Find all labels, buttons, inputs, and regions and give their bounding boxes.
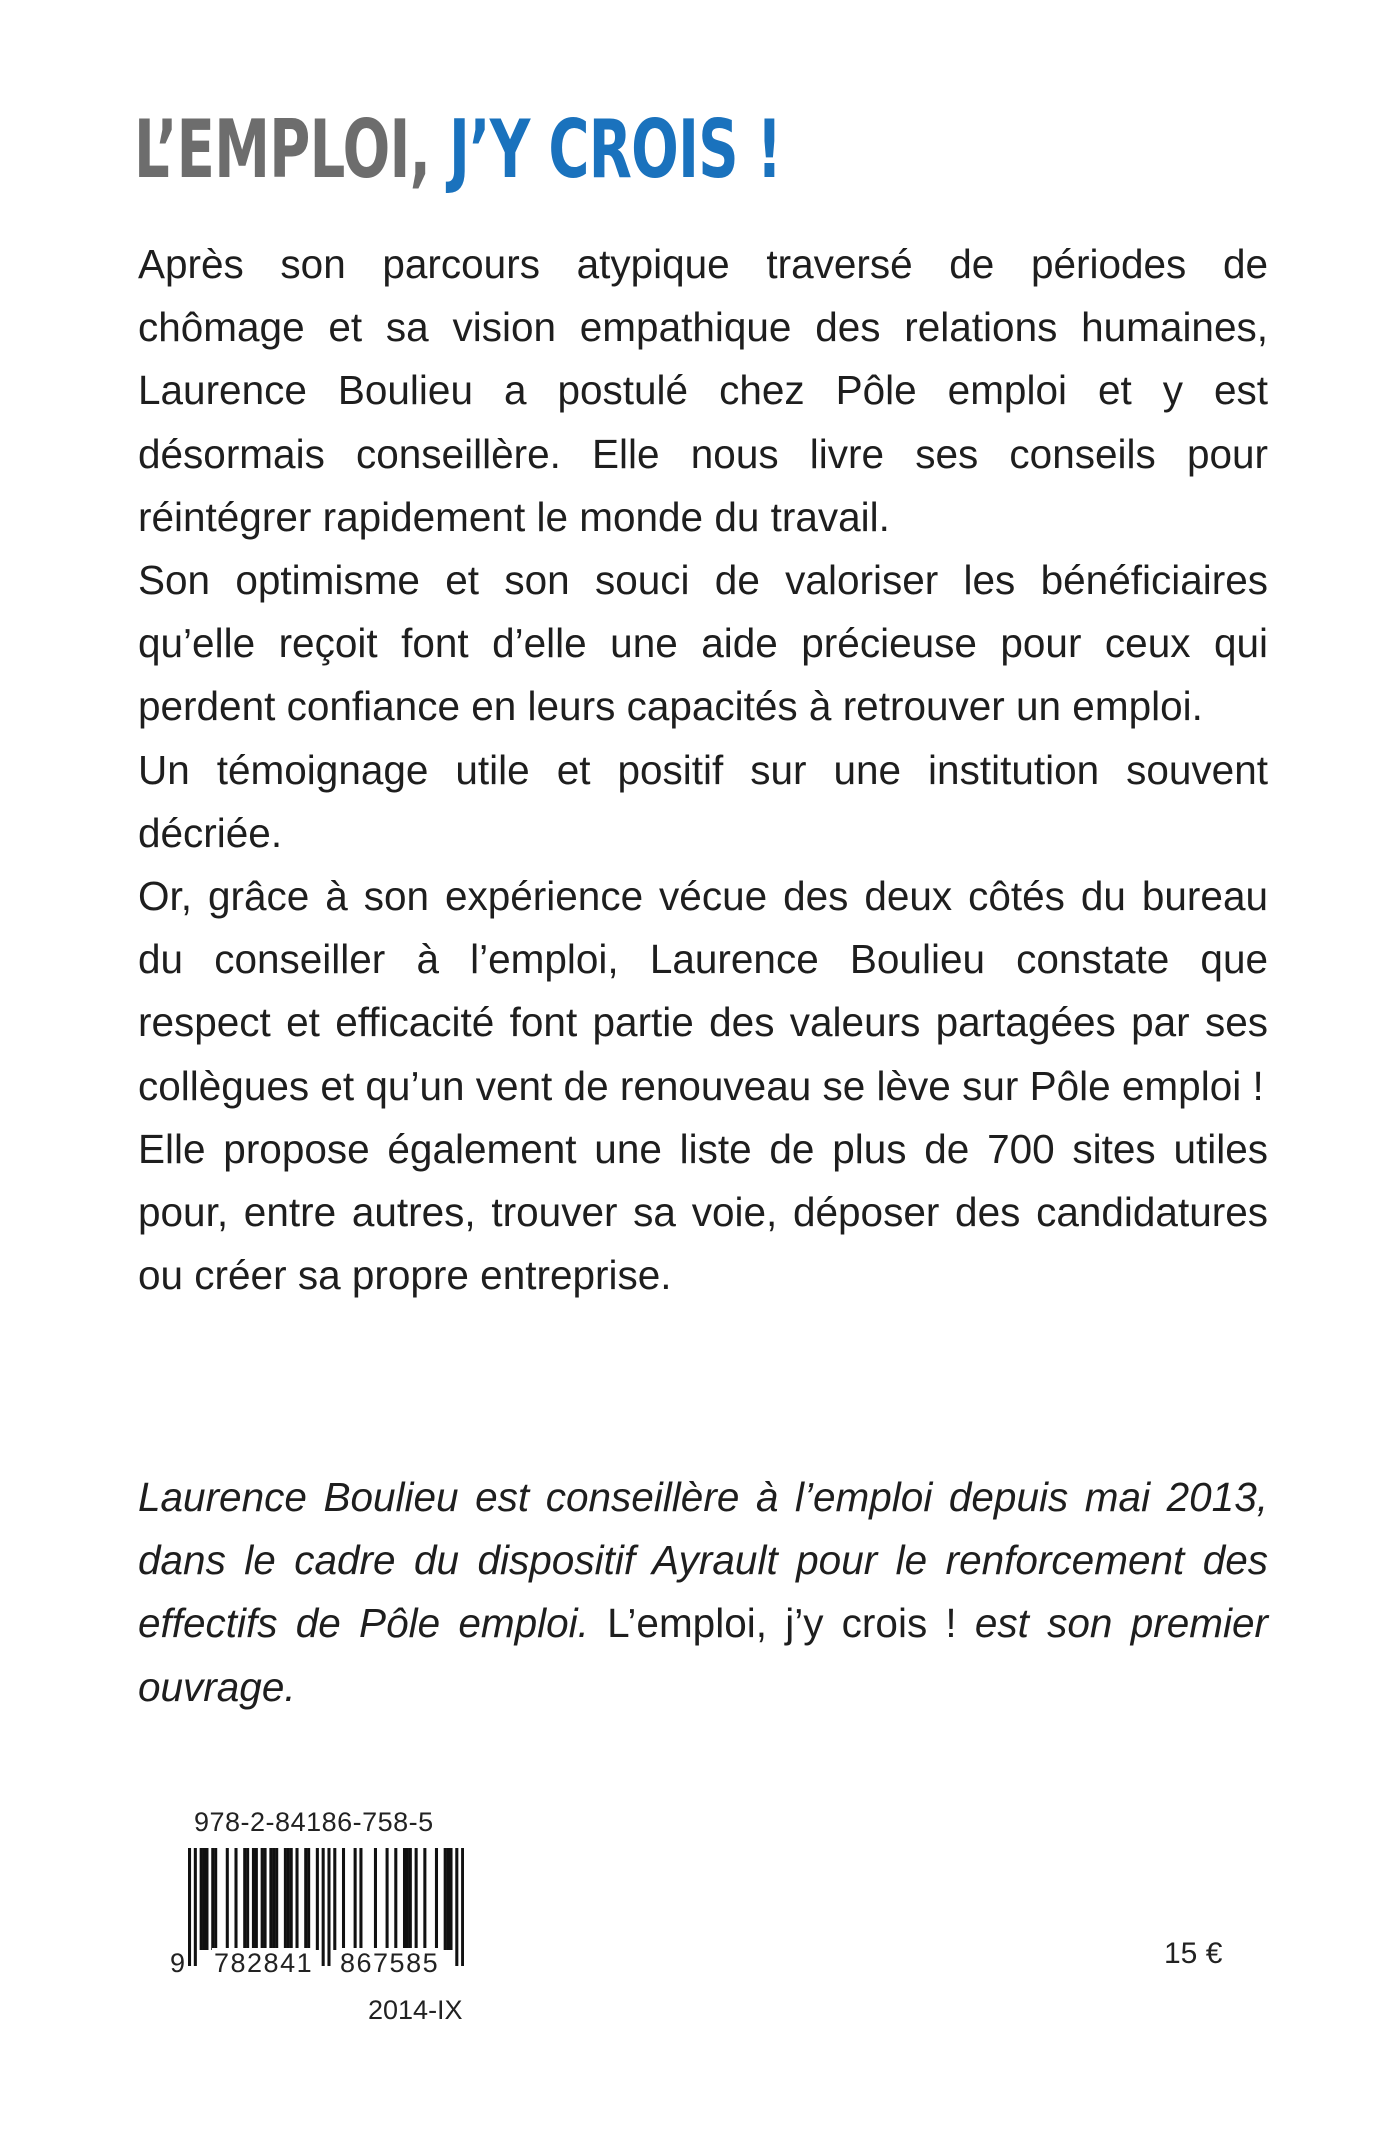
barcode-bar	[211, 1848, 214, 1950]
barcode-digits-left: 782841	[214, 1948, 314, 1978]
barcode-bar	[203, 1848, 206, 1950]
barcode-bar	[386, 1848, 389, 1950]
barcode-bar	[194, 1848, 197, 1966]
barcode-bar	[374, 1848, 377, 1950]
barcode-bar	[415, 1848, 418, 1950]
barcode-bar	[290, 1848, 293, 1950]
barcode-bar	[205, 1848, 208, 1950]
book-title-heading	[134, 100, 781, 200]
barcode-bar	[403, 1848, 406, 1950]
barcode-bar	[272, 1848, 275, 1950]
author-bio-text: Laurence Boulieu est conseillère à l’emploi depuis mai 2013, dans le cadre du dispositif Ayrault pour le renforcement des effectifs de Pôle emploi.	[138, 1474, 1268, 1647]
barcode-bar	[264, 1848, 267, 1950]
barcode-bar	[287, 1848, 290, 1950]
barcode-bar	[394, 1848, 397, 1950]
blurb-paragraph: Son optimisme et son souci de valoriser les bénéficiaires qu’elle reçoit font d’elle une aide précieuse pour ceux qui perdent confiance en leurs capacités à retrouver un emploi.	[138, 557, 1268, 730]
blurb-paragraph: Un témoignage utile et positif sur une institution souvent décriée.	[138, 746, 1268, 856]
barcode-bar	[447, 1848, 450, 1950]
barcode-bar	[295, 1848, 298, 1950]
title-part-grey: L’EMPLOI,	[134, 103, 449, 196]
barcode-bar	[243, 1848, 246, 1950]
barcode-bar	[409, 1848, 412, 1950]
price: 15 €	[1164, 1937, 1223, 1970]
barcode-bar	[275, 1848, 278, 1950]
barcode-bar	[333, 1848, 336, 1950]
barcode-bar	[188, 1848, 191, 1966]
barcode-bar	[252, 1848, 255, 1950]
barcode-bar	[304, 1848, 307, 1950]
barcode-bar	[261, 1848, 264, 1950]
barcode-bar	[423, 1848, 426, 1950]
barcode-bar	[406, 1848, 409, 1950]
barcode-bar	[214, 1848, 217, 1950]
barcode-bar	[461, 1848, 464, 1966]
blurb-paragraph: Or, grâce à son expérience vécue des deux côtés du bureau du conseiller à l’emploi, Laurence Boulieu constate que respect et efficacité font partie des valeurs partagées par ses collègues et qu’un vent de renouveau se lève sur Pôle emploi !	[138, 873, 1268, 1109]
barcode-bar	[255, 1848, 258, 1950]
barcode-bar	[327, 1848, 330, 1966]
blurb-paragraph: Elle propose également une liste de plus de 700 sites utiles pour, entre autres, trouver sa voie, déposer des candidatures ou créer sa propre entreprise.	[138, 1125, 1268, 1299]
title-part-blue: J’Y CROIS !	[449, 103, 782, 196]
barcode-bar	[322, 1848, 325, 1966]
barcode-bar	[234, 1848, 237, 1950]
blurb-paragraph: Après son parcours atypique traversé de périodes de chômage et sa vision empathique des relations humaines, Laurence Boulieu a postulé chez Pôle emploi et y est désormais conseillère. Elle nous livre ses conseils pour réintégrer rapidement le monde du travail.	[138, 241, 1268, 540]
barcode-bar	[435, 1848, 438, 1950]
barcode-bar	[354, 1848, 357, 1950]
barcode-bar	[269, 1848, 272, 1950]
barcode-bar	[359, 1848, 362, 1950]
barcode-bar	[342, 1848, 345, 1950]
barcode-digit-first: 9	[170, 1948, 186, 1978]
blurb	[138, 233, 1268, 1307]
author-bio-end: est son premier ouvrage.	[138, 1600, 1268, 1710]
edition-code: 2014-IX	[368, 1995, 463, 2025]
barcode-bar	[444, 1848, 447, 1950]
barcode-bar	[246, 1848, 249, 1950]
barcode-bar	[226, 1848, 229, 1950]
barcode-bar	[307, 1848, 310, 1950]
barcode-bar	[455, 1848, 458, 1966]
author-bio	[138, 1466, 1268, 1719]
barcode-bar	[449, 1848, 452, 1950]
author-bio-book-title: L’emploi, j’y crois !	[588, 1600, 975, 1647]
barcode-digits-right: 867585	[340, 1948, 440, 1978]
barcode-bar	[284, 1848, 287, 1950]
isbn-label: 978-2-84186-758-5	[194, 1807, 434, 1837]
barcode-bar	[200, 1848, 203, 1950]
barcode-bar	[316, 1848, 319, 1950]
